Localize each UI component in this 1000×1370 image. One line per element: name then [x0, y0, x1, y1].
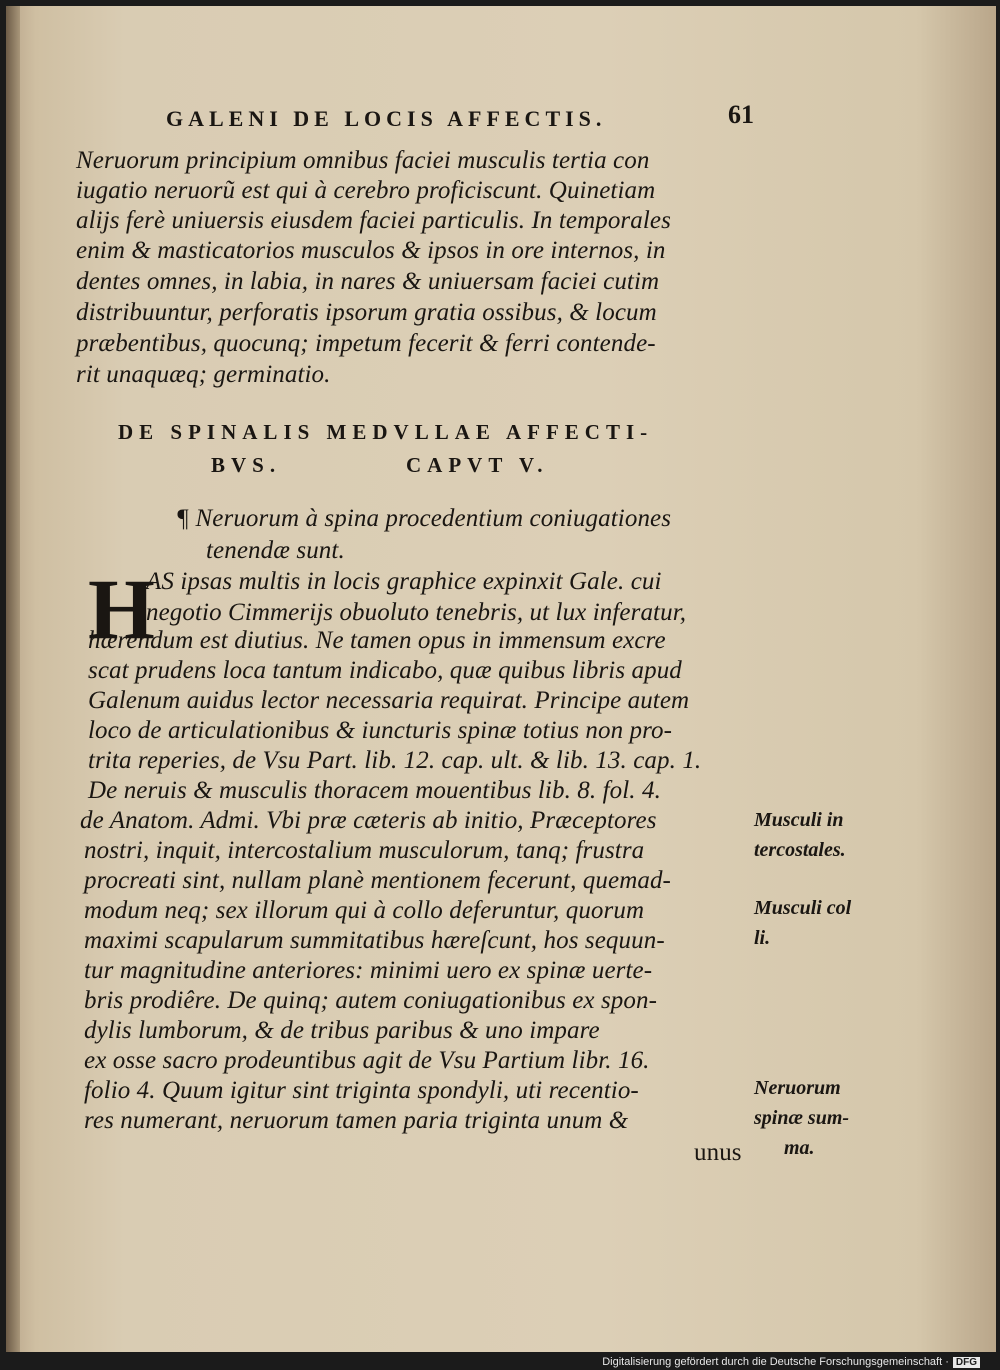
text-line: nostri, inquit, intercostalium musculorum, tanq; frustra: [84, 837, 645, 864]
folio-number: 61: [728, 100, 754, 129]
running-header: GALENI DE LOCIS AFFECTIS.: [166, 106, 607, 131]
chapter-heading-line1: DE SPINALIS MEDVLLAE AFFECTI-: [118, 420, 654, 444]
marginal-note-line: Musculi col: [754, 897, 852, 919]
digitization-credit: [602, 1356, 980, 1368]
dfg-logo-icon: DFG: [953, 1357, 980, 1368]
summary-line: tenendæ sunt.: [206, 537, 345, 564]
marginal-note-line: spinæ sum-: [754, 1107, 850, 1129]
marginal-note-line: tercostales.: [754, 839, 846, 861]
text-line: AS ipsas multis in locis graphice expinxit Gale. cui: [146, 568, 662, 595]
summary-line: ¶ Neruorum à spina procedentium coniugationes: [176, 505, 672, 532]
marginal-note-line: li.: [754, 927, 771, 949]
drop-cap: H: [88, 561, 155, 657]
text-line: dylis lumborum, & de tribus paribus & uno impare: [84, 1017, 600, 1044]
text-line: folio 4. Quum igitur sint triginta spondyli, uti recentio-: [84, 1077, 639, 1104]
marginal-note-line: Neruorum: [754, 1077, 841, 1099]
catchword: unus: [694, 1139, 742, 1166]
text-line: enim & masticatorios musculos & ipsos in ore internos, in: [76, 237, 666, 264]
credit-text: Digitalisierung gefördert durch die Deutsche Forschungsgemeinschaft ·: [602, 1356, 949, 1368]
text-line: tur magnitudine anteriores: minimi uero ex spinæ uerte-: [84, 957, 653, 984]
text-line: distribuuntur, perforatis ipsorum gratia ossibus, & locum: [76, 299, 657, 326]
text-line: negotio Cimmerijs obuoluto tenebris, ut lux inferatur,: [146, 599, 687, 626]
text-line: modum neq; sex illorum qui à collo deferuntur, quorum: [84, 897, 645, 924]
text-line: procreati sint, nullam planè mentionem fecerunt, quemad-: [84, 867, 671, 894]
text-line: hærendum est diutius. Ne tamen opus in immensum excre: [88, 627, 666, 654]
text-line: alijs ferè uniuersis eiusdem faciei particulis. In temporales: [76, 207, 671, 234]
text-line: rit unaquæq; germinatio.: [76, 361, 331, 388]
book-page: [6, 6, 996, 1352]
marginal-note-line: Musculi in: [754, 809, 844, 831]
text-line: De neruis & musculis thoracem mouentibus lib. 8. fol. 4.: [88, 777, 661, 804]
text-line: dentes omnes, in labia, in nares & uniuersam faciei cutim: [76, 268, 660, 295]
text-line: iugatio neruorũ est qui à cerebro proficiscunt. Quinetiam: [76, 177, 656, 204]
text-line: loco de articulationibus & iuncturis spinæ totius non pro-: [88, 717, 673, 744]
text-line: Galenum auidus lector necessaria requirat. Principe autem: [88, 687, 690, 714]
text-line: bris prodiêre. De quinq; autem coniugationibus ex spon-: [84, 987, 658, 1014]
text-line: maximi scapularum summitatibus hæreſcunt, hos sequun-: [84, 927, 665, 954]
page-spine-shadow: [6, 6, 20, 1352]
text-line: scat prudens loca tantum indicabo, quæ quibus libris apud: [88, 657, 682, 684]
text-line: res numerant, neruorum tamen paria triginta unum &: [84, 1107, 629, 1134]
text-line: ex osse sacro prodeuntibus agit de Vsu Partium libr. 16.: [84, 1047, 650, 1074]
text-line: trita reperies, de Vsu Part. lib. 12. cap. ult. & lib. 13. cap. 1.: [88, 747, 702, 774]
text-line: Neruorum principium omnibus faciei musculis tertia con: [76, 147, 650, 174]
text-line: præbentibus, quocunq; impetum fecerit & ferri contende-: [76, 330, 656, 357]
text-line: de Anatom. Admi. Vbi præ cæteris ab initio, Præceptores: [80, 807, 657, 834]
chapter-heading-line2a: BVS.: [211, 453, 282, 477]
chapter-heading-line2b: CAPVT V.: [406, 453, 549, 477]
marginal-note-line: ma.: [784, 1137, 815, 1159]
